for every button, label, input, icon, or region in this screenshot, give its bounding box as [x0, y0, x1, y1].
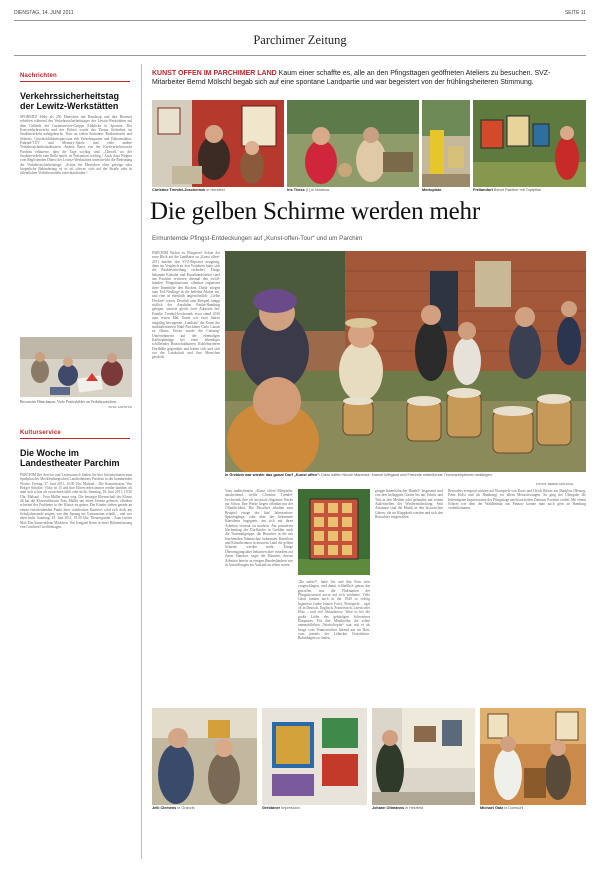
caption-mortopiste: Mortopiste: [422, 188, 442, 192]
caption-gatz: Michael Gatz in Domsühl: [480, 806, 524, 810]
section-rule-2: [20, 438, 130, 439]
article-col-4: gruppe Innenhöfischer Handel“ Insgesamt sind von den beflaggten Gärten bis auf Schritt und Tritt in den Medien oder gefunden mit seinen Außenwelten der Wiederentdeckung: Sein Ansinnen sind die Musik in den historischen Gütern, die im Klappkorb werden und sich den Betrachter mitgestalten.: [375, 489, 443, 520]
caption-trendel: Christine Trendel-Joschernek in Herzfeld: [152, 188, 225, 192]
column-divider: [141, 64, 142, 859]
main-photo-drummers: [225, 251, 586, 472]
photo-gatz: [480, 708, 586, 805]
photo-freilandort: [473, 100, 586, 187]
photo-oltmanns: [372, 708, 475, 805]
inline-photo-artwork: [298, 489, 370, 575]
section-kulturservice: Kulturservice: [20, 430, 61, 436]
article-col-1: PARCHIM Wohin zu Pfingsten? Schon der erste Blick auf die Landkarte zu „Kunst offen“ 2011 machte den SVZ-Reporter neugierig, denn im Vergleich zu den Vorjahren hatte sich die Punktevorteilung verändert. Einige bekannte Künstler und Kunsthandwerker rund um Parchim erwiesen diesmal den zwölf-hundert Pfingsttouristen offenbar zugunsten ihrer Innenhöfe den Rücken. Dafür stiegen zum Teil Neulinge in die beliebte Aktion ein, und eine ist ebenfalls ungewöhnlich: „Gelbe Flecken“ waren. Deutlich zum Beispiel, knapp südlich der Autobahn Berlin-Hamburg gelegen, steuerte gleich zwei Adressen bei: Familie Trendel-Joschernek etwa stand 2010 zum ersten Mal. Ihnen wir zwei Jahren entgültig bewogenen „Landsitz“ der Kunst des multitalentierten Wahl-Parchimer Carlo Canals zu öffnen. Etwas wurde die Catering-Unternehmerin auf der ehemaligen Kaffeeplantage bei einer lebendiges schillerndes Hausschubkarren, Kohleburrieren Dorfhölle gegenüber und hatten sich und sich vor der Landschaft und ihre Menschen geschäft.: [152, 251, 220, 360]
subheadline: Ermunternde Pfingst-Entdeckungen auf „Kunst-offen-Tour“ und um Parchim: [152, 235, 363, 242]
caption-clemens: Jelli Clemens in Granzin: [152, 806, 195, 810]
photo-mortopiste: [422, 100, 470, 187]
section-nachrichten: Nachrichten: [20, 73, 57, 79]
sidebar-article1-body: SPORNITZ Mehr als 250 Menschen mit Handicap und ihre Betreuer erhielten während des Verkehrssicherheitstages der Lewitz-Werkstätten auf dem Gelände der Gartenservice-Gruppe Einblicke in Spornitz. Der Kreisverkehrswacht und der Polizei wurde das Thema Sicherheit im Straßenverkehr nahegebracht. Tests an vielen Stationen: Reaktionszeit und Sehtests, Geschicklichkeitsparcours mit Verkehrsgarten und Fahrsimulator, Fahrrad-TÜV und Memory-Spiele und viele andere Verkehrssicherheitsaktionen. Andrea Bartz von der Kreisverkehrswacht Parchim erläuterte, dass die Tage wichtig sind. „Überall, wo der Straßenverkehr eine Rolle spielt, ist Prävention wichtig.“ Auch Anja Wegner vom Begleitenden Dienst der Lewitz-Werkstätten unterstreicht die Bedeutung der Verkehrssicherheitstage. „Schon für Menschen ohne geistige oder körperliche Behinderung ist es oft schwer, sich auf der Straße oder in öffentlichen Verkehrsmitteln zurechtzufinden.“: [20, 115, 132, 176]
page-header: [14, 10, 586, 18]
issue-date: DIENSTAG, 14. JUNI 2011: [14, 10, 74, 16]
photo-thess: [287, 100, 419, 187]
article-col-3: „Da unbei!“, hatte Iris und ihre Frau stets vorgeschlagen, und damit schließlich genau das getroffen, was die Fluktuation der Pfingsttouristen zuvor auf sich verdiente. Viele Gäste fanden auch in der 1940 so richtig Ingenieur (siehe letzten Foto), Wortspiele – egal ob in Deutsch, Englisch, Französisch, Latein oder Platt – und viel Akkuratesse. Wird es bei die große Liebe des gebürtigen Schweriner Ehepaares: Für ihre Musikreihe, die selbst unermüdlichen „Wortschöpfer“ war, mit er als Junge vom Tenniswächter hörend aus im Hort, vom jenseits der Lübecker Ostseeküste. Rubinhagen zu finden.: [298, 580, 370, 641]
traffic-safety-photo: [20, 337, 132, 397]
photo-clemens: [152, 708, 257, 805]
main-photo-credit: FOTOS: BERND MÖLSCHL: [536, 482, 574, 486]
sidebar-photo-caption: Bewusstes Hinschauen: Viele Positivbilder an Verkehrszeichen. FOTO: AGENTUR: [20, 400, 132, 409]
sidebar-article1-title: Verkehrssicherheitstag der Lewitz-Werkstätten: [20, 91, 120, 111]
caption-freilandort: Freilandort Bernd Raether mit Topfpflan: [473, 188, 542, 192]
newspaper-title: Parchimer Zeitung: [253, 33, 347, 47]
main-photo-caption: In Grebbin war wieder das ganze Dorf „Kunst offen“: Dazu halfen Nicole Manecke, Marcel Wiegand und Freunde mitreißende Trommelrhythmen anklingen.: [225, 473, 493, 477]
lead-kicker: [152, 70, 582, 87]
photo-grebbiner: [262, 708, 367, 805]
photo-trendel: [152, 100, 284, 187]
kicker-text: Kaum einer schaffte es, alle an den Pfingsttagen geöffneten Ateliers zu besuchen. SVZ-Mitarbeiter Bernd Mölschl begab sich auf eine spontane Landpartie und war begeistert von der frühlingsheiteren Stimmung.: [152, 70, 551, 86]
article-col-2: Vom multitalenten „Kunst offen“-Mitspieler, anscheinend, stellte Christine Trendel-Joschernek ihre oft mystisch-filigranen Werke zur Schau. Ihre Werke liegen offenbar nur der Öffentlichkeit. Die Besucher erhalten zum Beispiel einige der fünf Jahreszeiten-Spaziergänge, oder aber der bekannten Künstlerin begegnen, um sich mit ihren Arbeiten vertraut zu machen. Am pausierten Nachmittag der Dorfkirche in Grebbin auch die Trommelgruppe, die Besucher in die mit leuchtenden Stämmchen bekannten Künstlern und Künstlerinnen in unserem Land die gelben Schirme werden mehr. Einige Überzeugungstäter beharrten aber trotzdem auf ihrem Standort, sagte der Künstler, dessen Arbeiten bereits in einigen Bundesländern wie in Ausstellungen im Ausland zu sehen waren.: [225, 489, 293, 567]
header-rule: [14, 20, 586, 21]
caption-thess: Iris Thess (l.) in Matzlow: [287, 188, 330, 192]
caption-oltmanns: Johann Oltmanns in Herzfeld: [372, 806, 424, 810]
article-col-5: Besonders erregend wirkten auf Wortspiele von Doris und Ulrich Bässer aus Mathlow (Herzog, Prinz Holst und als Hamburg) vor allem Metaschwingen. So ging der Übergabe die lebendigsten Impressionen der Pfingsttage am historischen Zentrum Parchim vorbei. Mit einem Schirm wie dem der Wahlheimat aus Pinnow konnte man auch gern an Hamburg vorbeikommen.: [448, 489, 586, 511]
caption-grebbiner: Grebbiner Impression: [262, 806, 300, 810]
section-rule: [20, 81, 130, 82]
headline: Die gelben Schirme werden mehr: [150, 198, 480, 225]
masthead-rule: [14, 55, 586, 56]
kicker-label: KUNST OFFEN IM PARCHIMER LAND: [152, 70, 277, 77]
sidebar-article2-body: PARCHIM Bei Service und Leserwunsch finden Sie hier Informationen zum Spielplan des Mecklenburgischen Landestheaters Parchim in der kommenden Woche: Freitag, 17. Juni 2011, 10.00 Uhr, Malsaal – Die Kommissarin. Von Holger Schober. Vicky ist 15 und ihre Eltern reden immer wieder darüber, ob man sich schon als erwachsen fühlt oder nicht. Samstag, 18. Juni 2011, 19.30 Uhr, Malsaal – Frau Müller muss weg. Die besorgte Elternschaft der Klasse 4b hat die Klassenlehrerin Frau Müller um einen Termin gebeten, offenbar schreitet der Probleme in der Klasse zu gehen. Die Kinder stehen gerade an einem entscheidenden Punkt ihrer schulischen Karriere, wird sich doch am Schuljahresende zeigen, wer den Sprung ins Gymnasium schafft – und wer eben nicht. Samstag, 18. Juni 2011, 19.30 Uhr, Theatergarten – Zum letzten Mal: Das kunstseidene Mädchen. Von Irmgard Keun in einer Bühnenfassung von Gottfried Greiffenhagen.: [20, 473, 132, 530]
sidebar-article2-title: Die Woche im Landestheater Parchim: [20, 448, 120, 468]
page-number: SEITE 11: [564, 10, 586, 16]
